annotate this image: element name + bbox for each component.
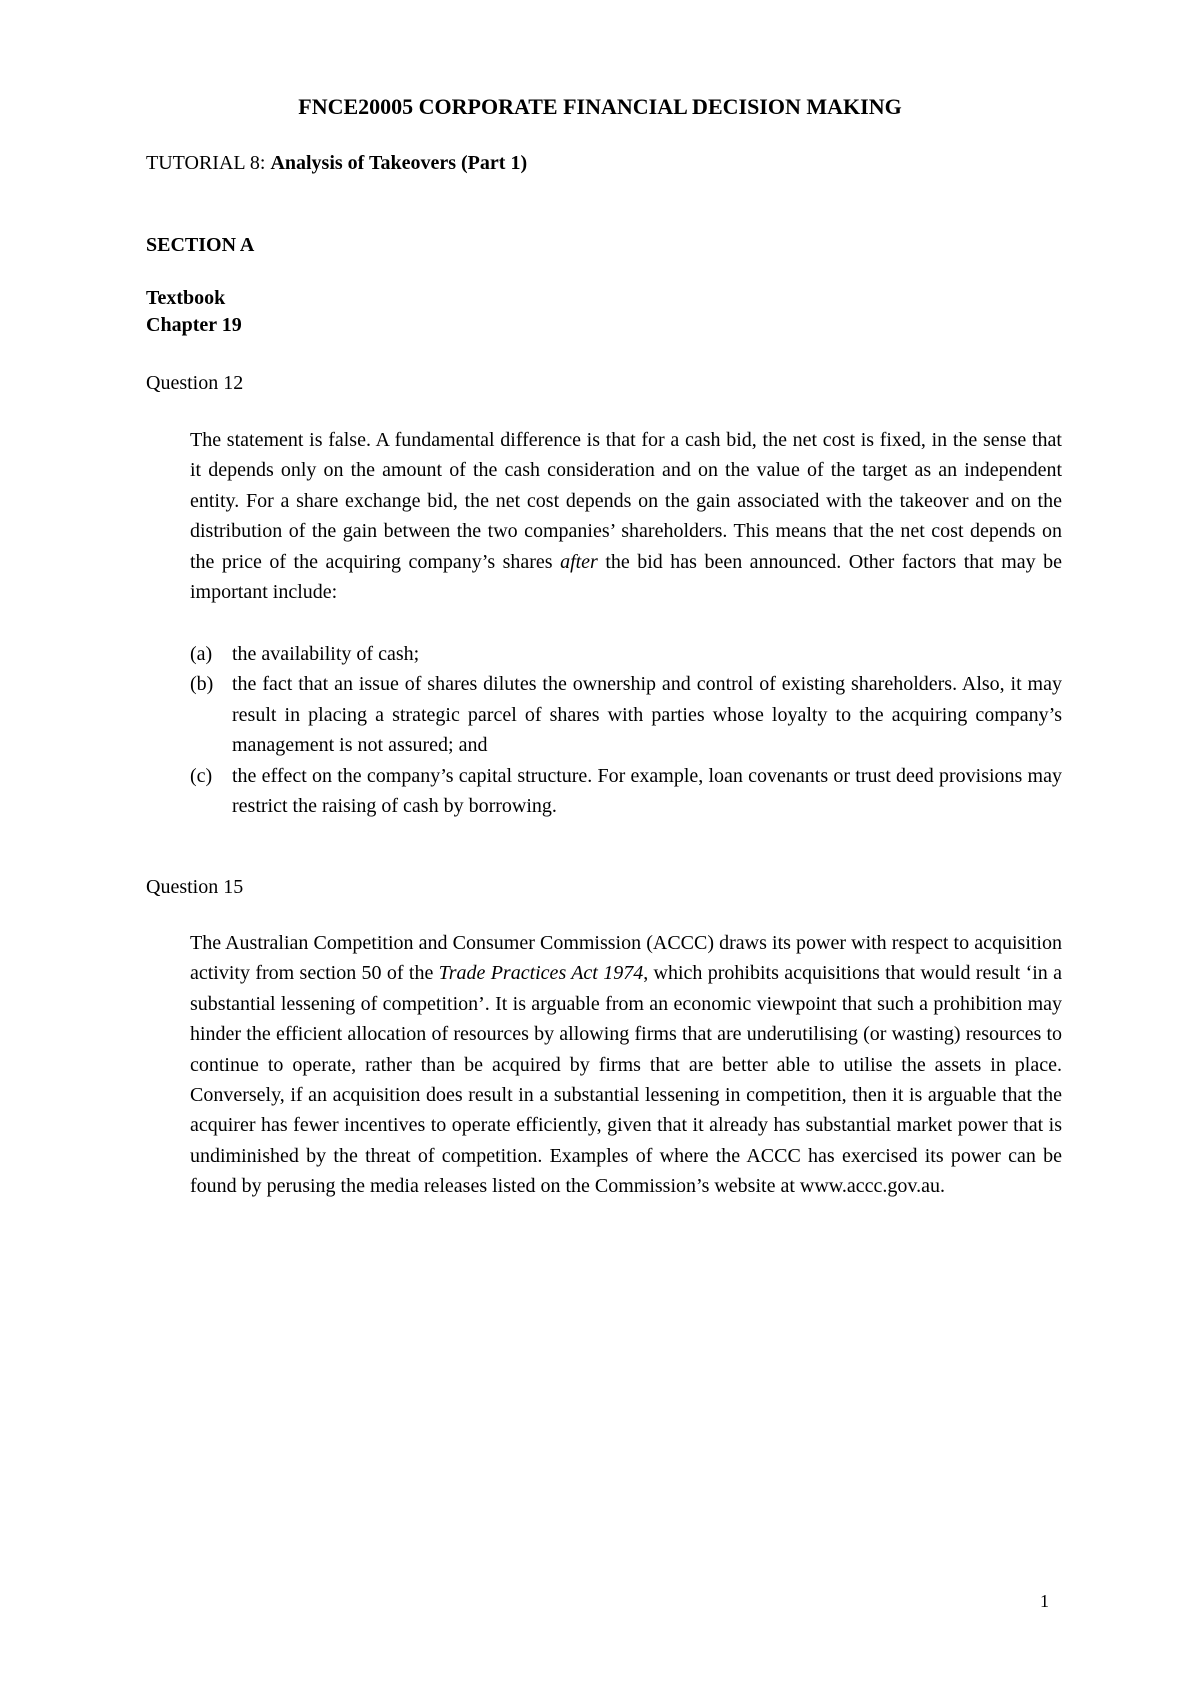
question-15-emphasis: Trade Practices Act 1974 — [438, 962, 644, 985]
list-item-text: the availability of cash; — [232, 643, 420, 665]
question-12-heading: Question 12 — [146, 372, 244, 394]
page-number: 1 — [1040, 1591, 1049, 1611]
question-12-text-2: the bid has been announced. Other factors that may be important include: — [190, 550, 1062, 604]
list-item — [190, 639, 1062, 669]
section-heading: SECTION A — [146, 234, 255, 256]
question-15-heading: Question 15 — [146, 876, 244, 898]
list-item — [190, 761, 1062, 822]
list-marker: (a) — [190, 643, 213, 665]
list-item-text: the effect on the company’s capital structure. For example, loan covenants or trust deed provisions may restrict the raising of cash by borrowing. — [232, 764, 1062, 818]
tutorial-prefix: TUTORIAL 8: — [146, 152, 271, 174]
question-12-answer — [190, 425, 1062, 607]
question-15-answer — [190, 928, 1062, 1202]
question-12-text-1: The statement is false. A fundamental difference is that for a cash bid, the net cost is fixed, in the sense that it depends only on the amount of the cash consideration and on the value of the target as an independent entity. For a share exchange bid, the net cost depends on the gain associated with the takeover and on the distribution of the gain between the two companies’ shareholders. This means that the net cost depends on the price of the acquiring company’s shares — [190, 429, 1062, 573]
question-12-factor-list — [190, 639, 1062, 821]
tutorial-title: Analysis of Takeovers (Part 1) — [270, 152, 528, 174]
list-marker: (c) — [190, 764, 213, 787]
list-item — [190, 669, 1062, 760]
question-15-text-1: The Australian Competition and Consumer Commission (ACCC) draws its power with respect to acquisition activity from section 50 of the — [190, 932, 1062, 985]
textbook-label: Textbook — [146, 287, 226, 309]
list-item-text: the fact that an issue of shares dilutes the ownership and control of existing shareholders. Also, it may result in placing a strategic parcel of shares with parties whose loyalty to the acquiring company’s management is not assured; and — [232, 673, 1062, 757]
question-12-emphasis: after — [560, 550, 598, 573]
tutorial-heading — [146, 150, 1066, 176]
chapter-label: Chapter 19 — [146, 314, 242, 336]
question-15-text-2: , which prohibits acquisitions that would result ‘in a substantial lessening of competition’. It is arguable from an economic viewpoint that such a prohibition may hinder the efficient allocation of resources by allowing firms that are underutilising (or wasting) resources to continue to operate, rather than be acquired by firms that are better able to utilise the assets in place. Conversely, if an acquisition does result in a substantial lessening in competition, then it is arguable that the acquirer has fewer incentives to operate efficiently, given that it already has substantial market power that is undiminished by the threat of competition. Examples of where the ACCC has exercised its power can be found by perusing the media releases listed on the Commission’s website at www.accc.gov.au. — [190, 962, 1063, 1198]
list-marker: (b) — [190, 673, 214, 696]
document-title: FNCE20005 CORPORATE FINANCIAL DECISION MAKING — [298, 94, 902, 119]
